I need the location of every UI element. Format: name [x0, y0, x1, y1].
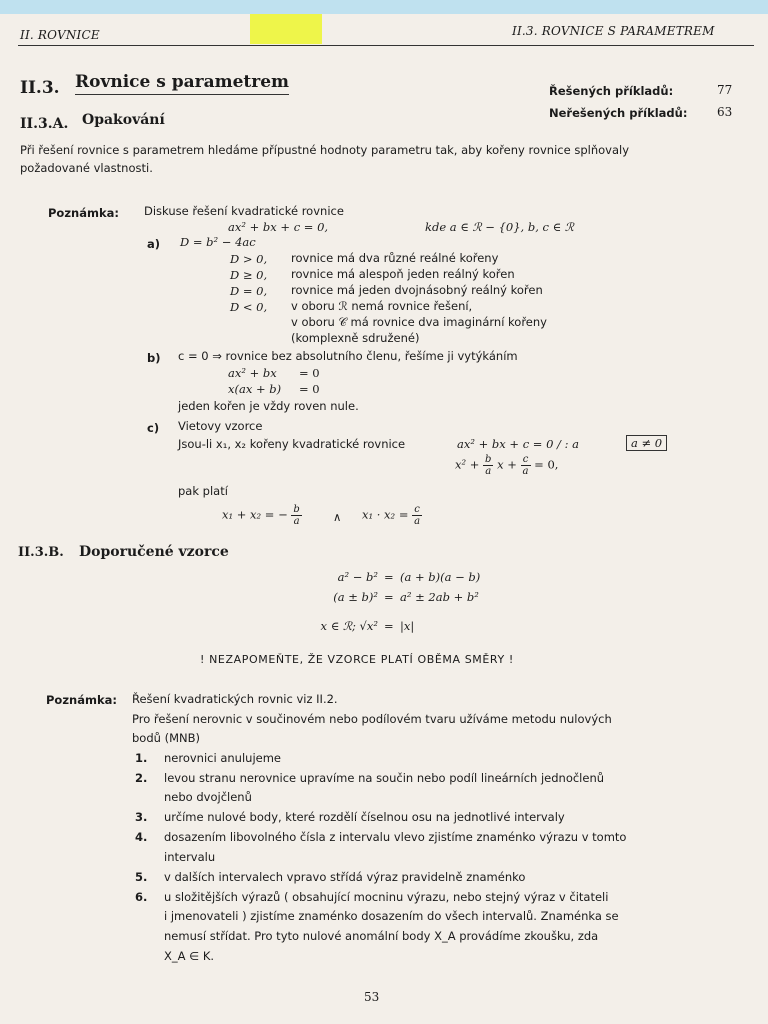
factored-equation-lhs: ax² + bx: [228, 366, 277, 380]
fraction-c-over-a: $\frac{c}{a}$: [522, 454, 529, 477]
subsection-b-number: II.3.B.: [18, 545, 64, 560]
list-number: 5.: [135, 870, 148, 884]
then-holds: pak platí: [178, 484, 228, 498]
fraction-b-over-a: $\frac{b}{a}$: [485, 454, 492, 477]
list-item: nemusí střídat. Pro tyto nulové anomální body X_A provádíme zkoušku, zda: [164, 929, 599, 943]
note2-line: bodů (MNB): [132, 731, 200, 745]
list-item: u složitějších výrazů ( obsahující mocninu výrazu, nebo stejný výraz v čitateli: [164, 890, 609, 904]
discriminant-formula: D = b² − 4ac: [180, 235, 256, 249]
list-item: levou stranu nerovnice upravíme na součin nebo podíl lineárních jednočlenů: [164, 771, 605, 785]
note1-heading: Diskuse řešení kvadratické rovnice: [144, 204, 344, 218]
note2-line: Pro řešení nerovnic v součinovém nebo podílovém tvaru užíváme metodu nulových: [132, 712, 612, 726]
subsection-a-title: Opakování: [82, 112, 165, 128]
formula-rhs: (a + b)(a − b): [400, 570, 481, 584]
subsection-a-number: II.3.A.: [20, 116, 69, 132]
formula-equals: =: [384, 590, 394, 604]
list-number: 3.: [135, 810, 148, 824]
solved-count-value: 77: [717, 83, 733, 97]
list-number: 6.: [135, 890, 148, 904]
case-extra-line: (komplexně sdružené): [291, 331, 420, 345]
warning-text: ! NEZAPOMEŇTE, ŽE VZORCE PLATÍ OBĚMA SMĚRY !: [200, 653, 514, 666]
vieta-sum-lhs: x₁ + x₂ = −: [222, 507, 288, 522]
list-item: nerovnici anulujeme: [164, 751, 281, 765]
nonzero-condition: a ≠ 0: [626, 435, 667, 451]
case-condition: D = 0,: [230, 284, 268, 298]
list-item: dosazením libovolného čísla z intervalu vlevo zjistíme znaménko výrazu v tomto: [164, 830, 627, 844]
formula-rhs: |x|: [400, 619, 415, 633]
case-condition: D > 0,: [230, 252, 268, 266]
formula-lhs: a² − b²: [337, 570, 378, 584]
vieta-intro: Jsou-li x₁, x₂ kořeny kvadratické rovnice: [178, 437, 406, 451]
vieta-title: Vietovy vzorce: [178, 419, 263, 433]
factored-equation-rhs: = 0: [299, 366, 320, 380]
item-a-label: a): [147, 237, 161, 251]
formula-rhs: a² ± 2ab + b²: [400, 590, 479, 604]
item-b-conclusion: jeden kořen je vždy roven nule.: [178, 399, 359, 413]
list-item: i jmenovateli ) zjistíme znaménko dosazením do všech intervalů. Znaménka se: [164, 909, 619, 923]
nonzero-condition-box: [626, 436, 667, 450]
vieta-product: [362, 504, 422, 527]
vieta-equation: ax² + bx + c = 0 / : a: [457, 437, 579, 451]
formula-equals: =: [384, 619, 394, 633]
list-number: 1.: [135, 751, 148, 765]
parameter-condition: kde a ∈ ℛ − {0}, b, c ∈ ℛ: [425, 220, 574, 234]
formula-lhs: (a ± b)²: [333, 590, 378, 604]
item-b-text: c = 0 ⇒ rovnice bez absolutního členu, řešíme ji vytýkáním: [178, 349, 518, 363]
normalized-equation: [455, 454, 558, 477]
list-number: 4.: [135, 830, 148, 844]
list-item: určíme nulové body, které rozdělí číselnou osu na jednotlivé intervaly: [164, 810, 565, 824]
note2-label: Poznámka:: [46, 693, 117, 707]
fraction-c-over-a: $\frac{c}{a}$: [414, 504, 421, 527]
normalized-equation-post: = 0,: [534, 457, 559, 472]
list-item: nebo dvojčlenů: [164, 790, 252, 804]
case-text: rovnice má alespoň jeden reálný kořen: [291, 267, 515, 281]
sticky-note-tab: [250, 14, 322, 44]
section-number: II.3.: [20, 78, 60, 98]
formula-equals: =: [384, 570, 394, 584]
item-c-label: c): [147, 421, 160, 435]
note2-line: Řešení kvadratických rovnic viz II.2.: [132, 692, 338, 706]
case-condition: D < 0,: [230, 300, 268, 314]
list-item: v dalších intervalech vpravo střídá výraz pravidelně znaménko: [164, 870, 526, 884]
vieta-sum: [222, 504, 302, 527]
intro-line-2: požadované vlastnosti.: [20, 161, 153, 175]
normalized-equation-mid: x +: [497, 457, 517, 472]
note1-label: Poznámka:: [48, 206, 119, 220]
fraction-b-over-a: $\frac{b}{a}$: [293, 504, 300, 527]
running-header-right: II.3. ROVNICE S PARAMETREM: [512, 24, 715, 38]
case-text: v oboru ℛ nemá rovnice řešení,: [291, 299, 473, 313]
factored-equation-lhs: x(ax + b): [228, 382, 282, 396]
list-number: 2.: [135, 771, 148, 785]
normalized-equation-pre: x² +: [455, 457, 480, 472]
unsolved-count-label: Neřešených příkladů:: [549, 106, 688, 120]
case-condition: D ≥ 0,: [230, 268, 268, 282]
quadratic-equation: ax² + bx + c = 0,: [228, 220, 329, 234]
list-item: intervalu: [164, 850, 216, 864]
case-text: rovnice má jeden dvojnásobný reálný kořen: [291, 283, 543, 297]
vieta-product-lhs: x₁ · x₂ =: [362, 507, 409, 522]
subsection-b-title: Doporučené vzorce: [79, 544, 229, 560]
formula-lhs: x ∈ ℛ; √x²: [320, 619, 378, 633]
section-title: Rovnice s parametrem: [75, 72, 289, 95]
page-number: 53: [364, 990, 380, 1004]
logical-and: ∧: [333, 510, 342, 524]
running-header-left: II. ROVNICE: [20, 28, 100, 42]
book-page: [0, 14, 768, 1024]
factored-equation-rhs: = 0: [299, 382, 320, 396]
case-extra-line: v oboru 𝒞 má rovnice dva imaginární kořeny: [291, 315, 547, 329]
list-item: X_A ∈ K.: [164, 949, 215, 963]
unsolved-count-value: 63: [717, 105, 733, 119]
header-rule: [18, 45, 754, 46]
item-b-label: b): [147, 351, 161, 365]
intro-line-1: Při řešení rovnice s parametrem hledáme přípustné hodnoty parametru tak, aby kořeny rovnice splňovaly: [20, 143, 629, 157]
case-text: rovnice má dva různé reálné kořeny: [291, 251, 499, 265]
solved-count-label: Řešených příkladů:: [549, 84, 674, 98]
